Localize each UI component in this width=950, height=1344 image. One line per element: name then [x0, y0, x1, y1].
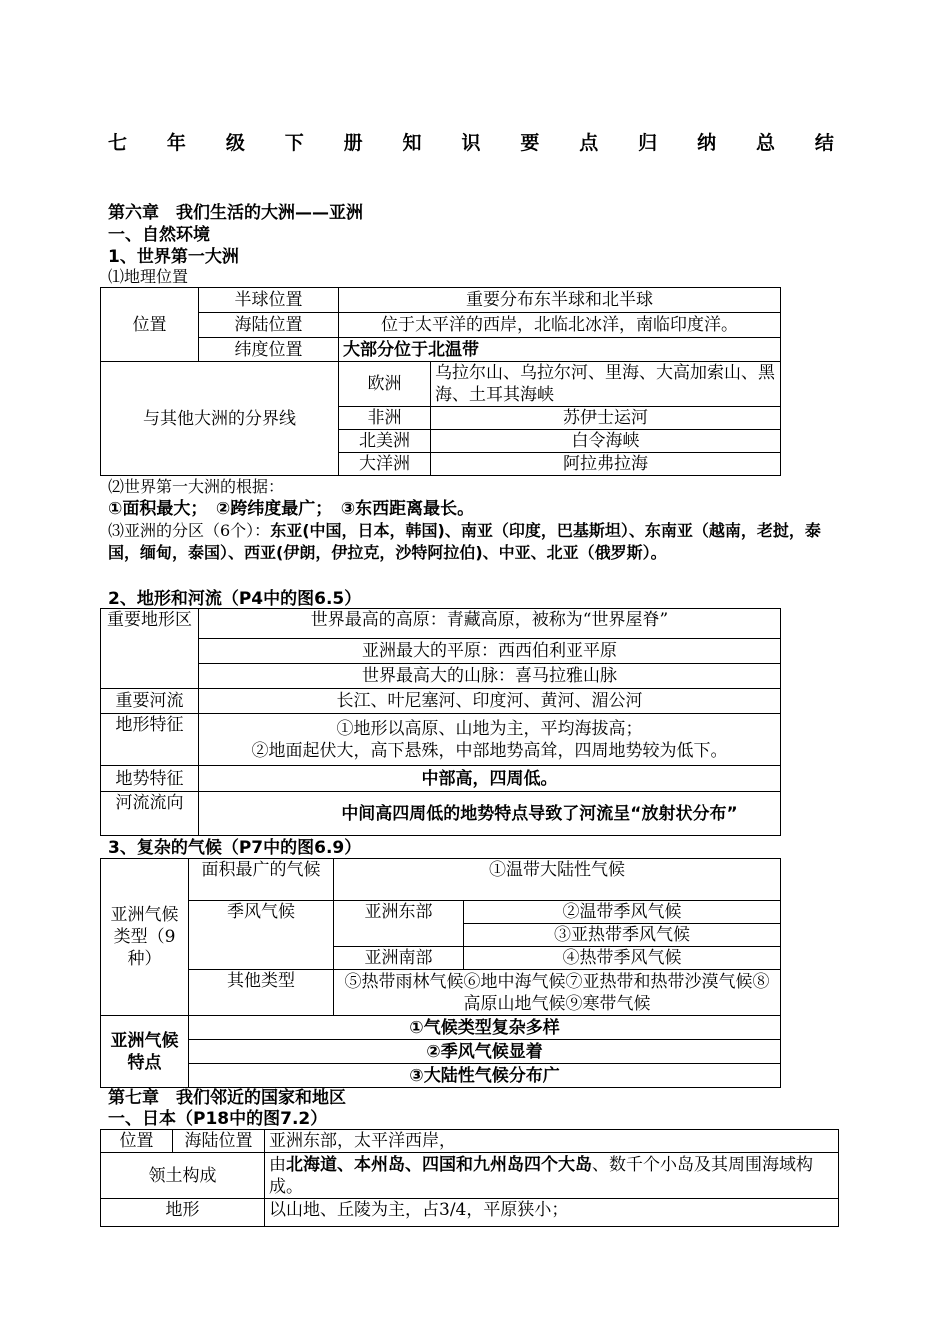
table-cell: 纬度位置 — [199, 338, 339, 362]
climate-table — [100, 858, 781, 1088]
table-cell: ⑤热带雨林气候⑥地中海气候⑦亚热带和热带沙漠气候⑧高原山地气候⑨寒带气候 — [334, 970, 781, 1016]
table-cell: 亚洲南部 — [334, 947, 464, 970]
title-char: 结 — [814, 132, 834, 154]
table-cell: 苏伊士运河 — [431, 407, 781, 430]
table-cell — [265, 1153, 839, 1199]
table-cell: 亚洲东部，太平洋西岸， — [265, 1130, 839, 1153]
table-cell: 亚洲气候特点 — [101, 1016, 189, 1088]
title-char: 七 — [108, 132, 128, 154]
table-cell: 亚洲最大的平原：西西伯利亚平原 — [199, 639, 781, 664]
paragraph: ⑵世界第一大洲的根据： — [108, 477, 285, 496]
subsection-heading: 1、世界第一大洲 — [108, 247, 239, 267]
table-cell: 中间高四周低的地势特点导致了河流呈“放射状分布” — [199, 792, 781, 836]
table-cell: 重要地形区 — [101, 609, 199, 689]
title-char: 总 — [755, 132, 775, 154]
table-cell: 位置 — [101, 1130, 173, 1153]
table-cell: 面积最广的气候 — [189, 859, 334, 901]
japan-table — [100, 1129, 839, 1227]
text-span: 由 — [269, 1154, 286, 1175]
table-cell: 季风气候 — [189, 901, 334, 970]
title-char: 点 — [579, 132, 599, 154]
section-heading: 一、自然环境 — [108, 225, 210, 245]
table-cell: 欧洲 — [339, 362, 431, 407]
table-cell: 亚洲气候类型（9种） — [101, 859, 189, 1016]
table-cell: 地形 — [101, 1199, 265, 1227]
table-cell: 其他类型 — [189, 970, 334, 1016]
text-span: 北海道、本州岛、四国和九州岛四个大岛 — [286, 1154, 592, 1175]
chapter7-heading: 第七章 我们邻近的国家和地区 — [108, 1088, 346, 1108]
subsection-heading: 3、复杂的气候（P7中的图6.9） — [108, 838, 362, 858]
table-cell: 河流流向 — [101, 792, 199, 836]
chapter6-heading: 第六章 我们生活的大洲——亚洲 — [108, 203, 363, 223]
section-heading: 一、日本（P18中的图7.2） — [108, 1109, 328, 1129]
table-cell: ③亚热带季风气候 — [464, 924, 781, 947]
title-char: 纳 — [697, 132, 717, 154]
text-span: 东亚(中国，日本，韩国)、南亚（印度，巴基斯坦）、东南亚（越南，老挝，泰国，缅甸，泰国）、西亚(伊朗，伊拉克，沙特阿拉伯)、中亚、北亚（俄罗斯）。 — [108, 521, 821, 562]
table-cell: 阿拉弗拉海 — [431, 453, 781, 476]
location-table — [100, 287, 781, 476]
text-span: ⑶亚洲的分区（6个）： — [108, 521, 271, 540]
title-char: 级 — [225, 132, 245, 154]
table-cell: 以山地、丘陵为主，占3/4，平原狭小； — [265, 1199, 839, 1227]
table-cell: 中部高，四周低。 — [199, 766, 781, 792]
table-cell: 乌拉尔山、乌拉尔河、里海、大高加索山、黑海、土耳其海峡 — [431, 362, 781, 407]
document-title — [108, 128, 834, 155]
table-cell: 大洋洲 — [339, 453, 431, 476]
table-cell: ②温带季风气候 — [464, 901, 781, 924]
paragraph: ①面积最大； ②跨纬度最广； ③东西距离最长。 — [108, 499, 475, 519]
table-cell: 白令海峡 — [431, 430, 781, 453]
table-cell: ③大陆性气候分布广 — [189, 1064, 781, 1088]
table-cell: 海陆位置 — [173, 1130, 265, 1153]
title-char: 要 — [520, 132, 540, 154]
table-cell: ④热带季风气候 — [464, 947, 781, 970]
paragraph — [108, 520, 834, 564]
table-cell: 地形特征 — [101, 714, 199, 766]
subsection-heading: 2、地形和河流（P4中的图6.5） — [108, 589, 362, 609]
text-line: ②地面起伏大，高下悬殊，中部地势高耸，四周地势较为低下。 — [251, 740, 728, 761]
title-char: 年 — [166, 132, 186, 154]
table-cell: 大部分位于北温带 — [339, 338, 781, 362]
title-char: 识 — [461, 132, 481, 154]
table-cell: 海陆位置 — [199, 313, 339, 338]
table-cell: 世界最高大的山脉：喜马拉雅山脉 — [199, 664, 781, 689]
table-cell: 地势特征 — [101, 766, 199, 792]
table-cell: 北美洲 — [339, 430, 431, 453]
text-span: 、数千个小岛及其周围海域构成。 — [269, 1154, 813, 1197]
table-cell — [199, 714, 781, 766]
table-cell: 位置 — [101, 288, 199, 362]
table-cell: ①温带大陆性气候 — [334, 859, 781, 901]
table-cell: ②季风气候显着 — [189, 1040, 781, 1064]
title-char: 下 — [284, 132, 304, 154]
table-cell: 与其他大洲的分界线 — [101, 362, 339, 476]
table-cell: 领土构成 — [101, 1153, 265, 1199]
terrain-table — [100, 608, 781, 836]
table-cell: 重要河流 — [101, 689, 199, 714]
title-char: 归 — [638, 132, 658, 154]
table-cell: 位于太平洋的西岸，北临北冰洋，南临印度洋。 — [339, 313, 781, 338]
table-cell: 长江、叶尼塞河、印度河、黄河、湄公河 — [199, 689, 781, 714]
table-cell: 半球位置 — [199, 288, 339, 313]
table-cell: 亚洲东部 — [334, 901, 464, 947]
table-cell: ①气候类型复杂多样 — [189, 1016, 781, 1040]
title-char: 知 — [402, 132, 422, 154]
paragraph: ⑴地理位置 — [108, 267, 189, 286]
table-cell: 非洲 — [339, 407, 431, 430]
title-char: 册 — [343, 132, 363, 154]
text-line: ①地形以高原、山地为主，平均海拔高； — [336, 718, 643, 739]
table-cell: 重要分布东半球和北半球 — [339, 288, 781, 313]
table-cell: 世界最高的高原：青藏高原，被称为“世界屋脊” — [199, 609, 781, 639]
